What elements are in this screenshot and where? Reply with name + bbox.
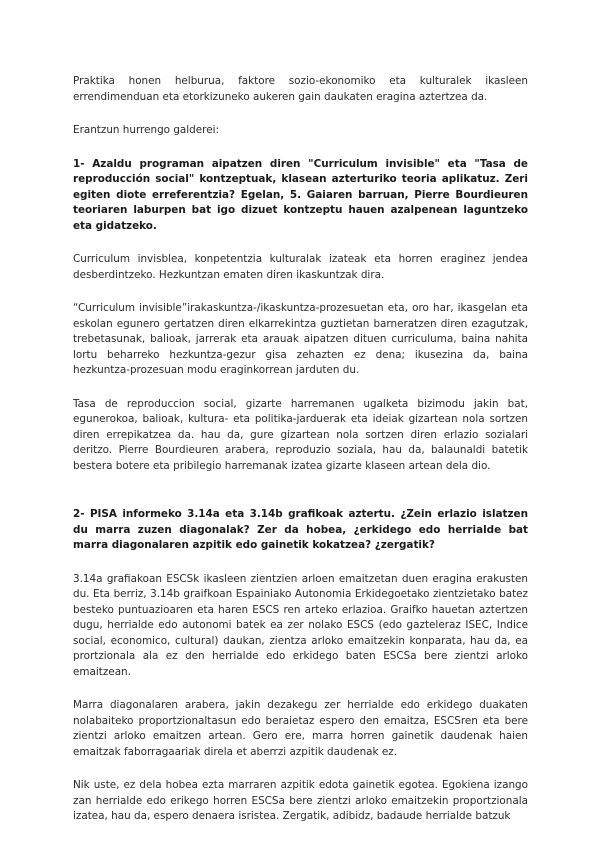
questions-intro: Erantzun hurrengo galderei: [73,124,219,136]
document-body [73,74,528,843]
answer-1-paragraph-3: Tasa de reproduccion social, gizarte harremanen ugalketa bizimodu jakin bat, egunerokoa, balioak, kultura- eta politika-jarduerak eta ideiak gizartean nola sortzen diren errepikatzea da. hau da, gure gizartean nola sortzen diren erlazio sozialari deritzo. Pierre Bourdieuren arabera, reproduzio soziala, hau da, balaunaldi batetik bestera botere eta pribilegio harremanak izatea gizarte klaseen artean dela dio. [73,397,528,472]
answer-2-paragraph-3: Nik uste, ez dela hobea ezta marraren azpitik edota gainetik egotea. Egokiena izango zan herrialde edo erikego horren ESCSa bere zientzi arloko emaitzekin proportzionala izatea, hau da, espero denaera isristea. Zergatik, adibidz, badaude herrialde batzuk [73,779,528,822]
question-2: 2- PISA informeko 3.14a eta 3.14b grafikoak aztertu. ¿Zein erlazio islatzen du marra zuzen diagonalak? Zer da hobea, ¿erkidego edo herrialde bat marra diagonalaren azpitik edo gainetik kokatzea? ¿zergatik? [73,508,528,551]
answer-2-paragraph-1: 3.14a grafiakoan ESCSk ikasleen zientzien arloen emaitzetan duen eragina erakusten du. Eta berriz, 3.14b graifkoan Espainiako Autonomia Erkidegoetako zientzietako batez besteko puntuazioaren eta haren ESCS ren arteko erlazioa. Graifko hauetan aztertzen dugu, herrialde edo autonomi batek ea zer nolako ESCS (edo gazteleraz ISEC, Indice social, economico, cultural) daukan, zientza arloko emaitzekin konparata, hau da, ea prortzionala ala ez den herrialde edo erkidego baten ESCSa bere zientzi arloko emaitzean. [73,572,528,678]
intro-paragraph: Praktika honen helburua, faktore sozio-ekonomiko eta kulturalek ikasleen errendimenduan eta etorkizuneko aukeren gain daukaten eragina aztertzea da. [73,75,528,103]
answer-1-paragraph-2: “Curriculum invisible”irakaskuntza-/ikaskuntza-prozesuetan eta, oro har, ikasgelan eta eskolan egunero gertatzen diren elkarrekintza guztietan barneratzen diren ezagutzak, trebetasunak, balioak, jarrerak eta arauak aipatzen dituen curriculuma, baina nahita lortu beharreko hezkuntza-gezur gisa zehazten ez dena; ikusezina da, baina hezkuntza-prozesuan modu eraginkorrean jarduten du. [73,302,528,376]
answer-2-paragraph-2: Marra diagonalaren arabera, jakin dezakegu zer herrialde edo erkidego duakaten nolabaiteko proportzionaltasun edo beraietaz espero den emaitza, ESCSren eta bere zientzi arloko emaitzen artean. Gero ere, marra horren gainetik daudenak haien emaitzak faborragaariak direla et aberrzi azpitik daudenak ez. [73,699,528,758]
section-spacer [73,492,528,507]
answer-1-paragraph-1: Curriculum invisblea, konpetentzia kulturalak izateak eta horren eraginez jendea desberdintzeko. Hezkuntzan ematen diren ikaskuntzak dira. [73,253,528,281]
question-1: 1- Azaldu programan aipatzen diren "Curriculum invisible" eta "Tasa de reproducción social" kontzeptuak, klasean azterturiko teoria aplikatuz. Zeri egiten diote erreferentzia? Egelan, 5. Gaiaren barruan, Pierre Bourdieuren teoriaren laburpen bat igo dizuet kontzeptu hauen azalpenean laguntzeko eta gidatzeko. [73,157,528,232]
